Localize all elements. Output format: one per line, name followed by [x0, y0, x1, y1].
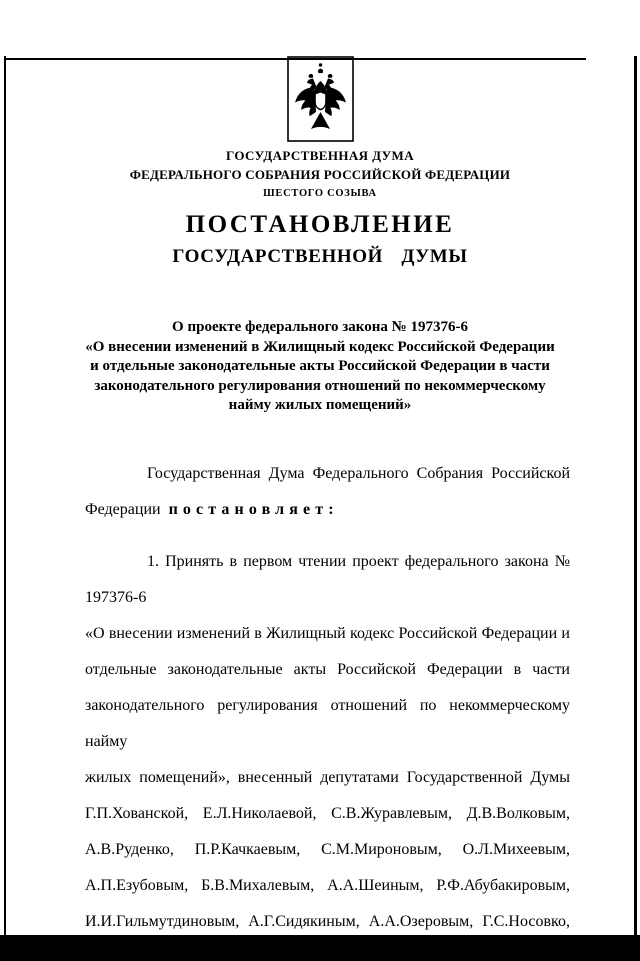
resolution-subject: [0, 318, 640, 416]
scan-border-top: [6, 58, 586, 60]
org-name-line-2: ФЕДЕРАЛЬНОГО СОБРАНИЯ РОССИЙСКОЙ ФЕДЕРАЦИИ: [129, 167, 511, 182]
paragraph-line: А.П.Езубовым, Б.В.Михалевым, А.А.Шеиным, Р.Ф.Абубакировым,: [85, 876, 570, 894]
document-type-title: ПОСТАНОВЛЕНИЕ: [185, 211, 455, 238]
document-issuer-title: ГОСУДАРСТВЕННОЙ ДУМЫ: [172, 246, 468, 267]
subject-line: найму жилых помещений»: [228, 397, 412, 413]
paragraph-line: 1. Принять в первом чтении проект федерального закона № 197376-6: [85, 552, 570, 606]
coat-of-arms: [287, 56, 354, 142]
scan-border-right: [634, 56, 637, 937]
paragraph-line: Государственная Дума Федерального Собрания Российской: [147, 464, 570, 482]
paragraph-line: А.В.Руденко, П.Р.Качкаевым, С.М.Мироновым, О.Л.Михеевым,: [85, 840, 570, 858]
scan-border-left: [4, 56, 6, 937]
paragraph-line: жилых помещений», внесенный депутатами Государственной Думы: [85, 768, 570, 786]
intro-text: Федерации: [85, 500, 161, 518]
paragraph-intro: [85, 456, 570, 528]
paragraph-line: законодательного регулирования отношений по некоммерческому найму: [85, 696, 570, 750]
paragraph-line: И.И.Гильмутдиновым, А.Г.Сидякиным, А.А.Озеровым, Г.С.Носовко,: [85, 912, 570, 930]
org-convocation: ШЕСТОГО СОЗЫВА: [263, 188, 377, 199]
paragraph-item-1: [85, 544, 570, 940]
document-page: [0, 56, 640, 961]
double-headed-eagle-icon: [287, 56, 354, 142]
paragraph-line: Г.П.Хованской, Е.Л.Николаевой, С.В.Журавлевым, Д.В.Волковым,: [85, 804, 570, 822]
paragraph-line: отдельные законодательные акты Российской Федерации в части: [85, 660, 570, 678]
paragraph-line: [85, 492, 570, 528]
scan-border-bottom: [0, 935, 640, 961]
paragraph-line: «О внесении изменений в Жилищный кодекс Российской Федерации и: [85, 624, 570, 642]
resolves-word: постановляет:: [168, 500, 339, 518]
subject-line: О проекте федерального закона № 197376-6: [172, 319, 468, 335]
subject-line: законодательного регулирования отношений по некоммерческому: [94, 377, 546, 394]
subject-line: и отдельные законодательные акты Российской Федерации в части: [90, 358, 550, 374]
org-name-line-1: ГОСУДАРСТВЕННАЯ ДУМА: [225, 148, 415, 163]
document-body: [85, 456, 570, 940]
subject-line: «О внесении изменений в Жилищный кодекс Российской Федерации: [85, 338, 555, 355]
